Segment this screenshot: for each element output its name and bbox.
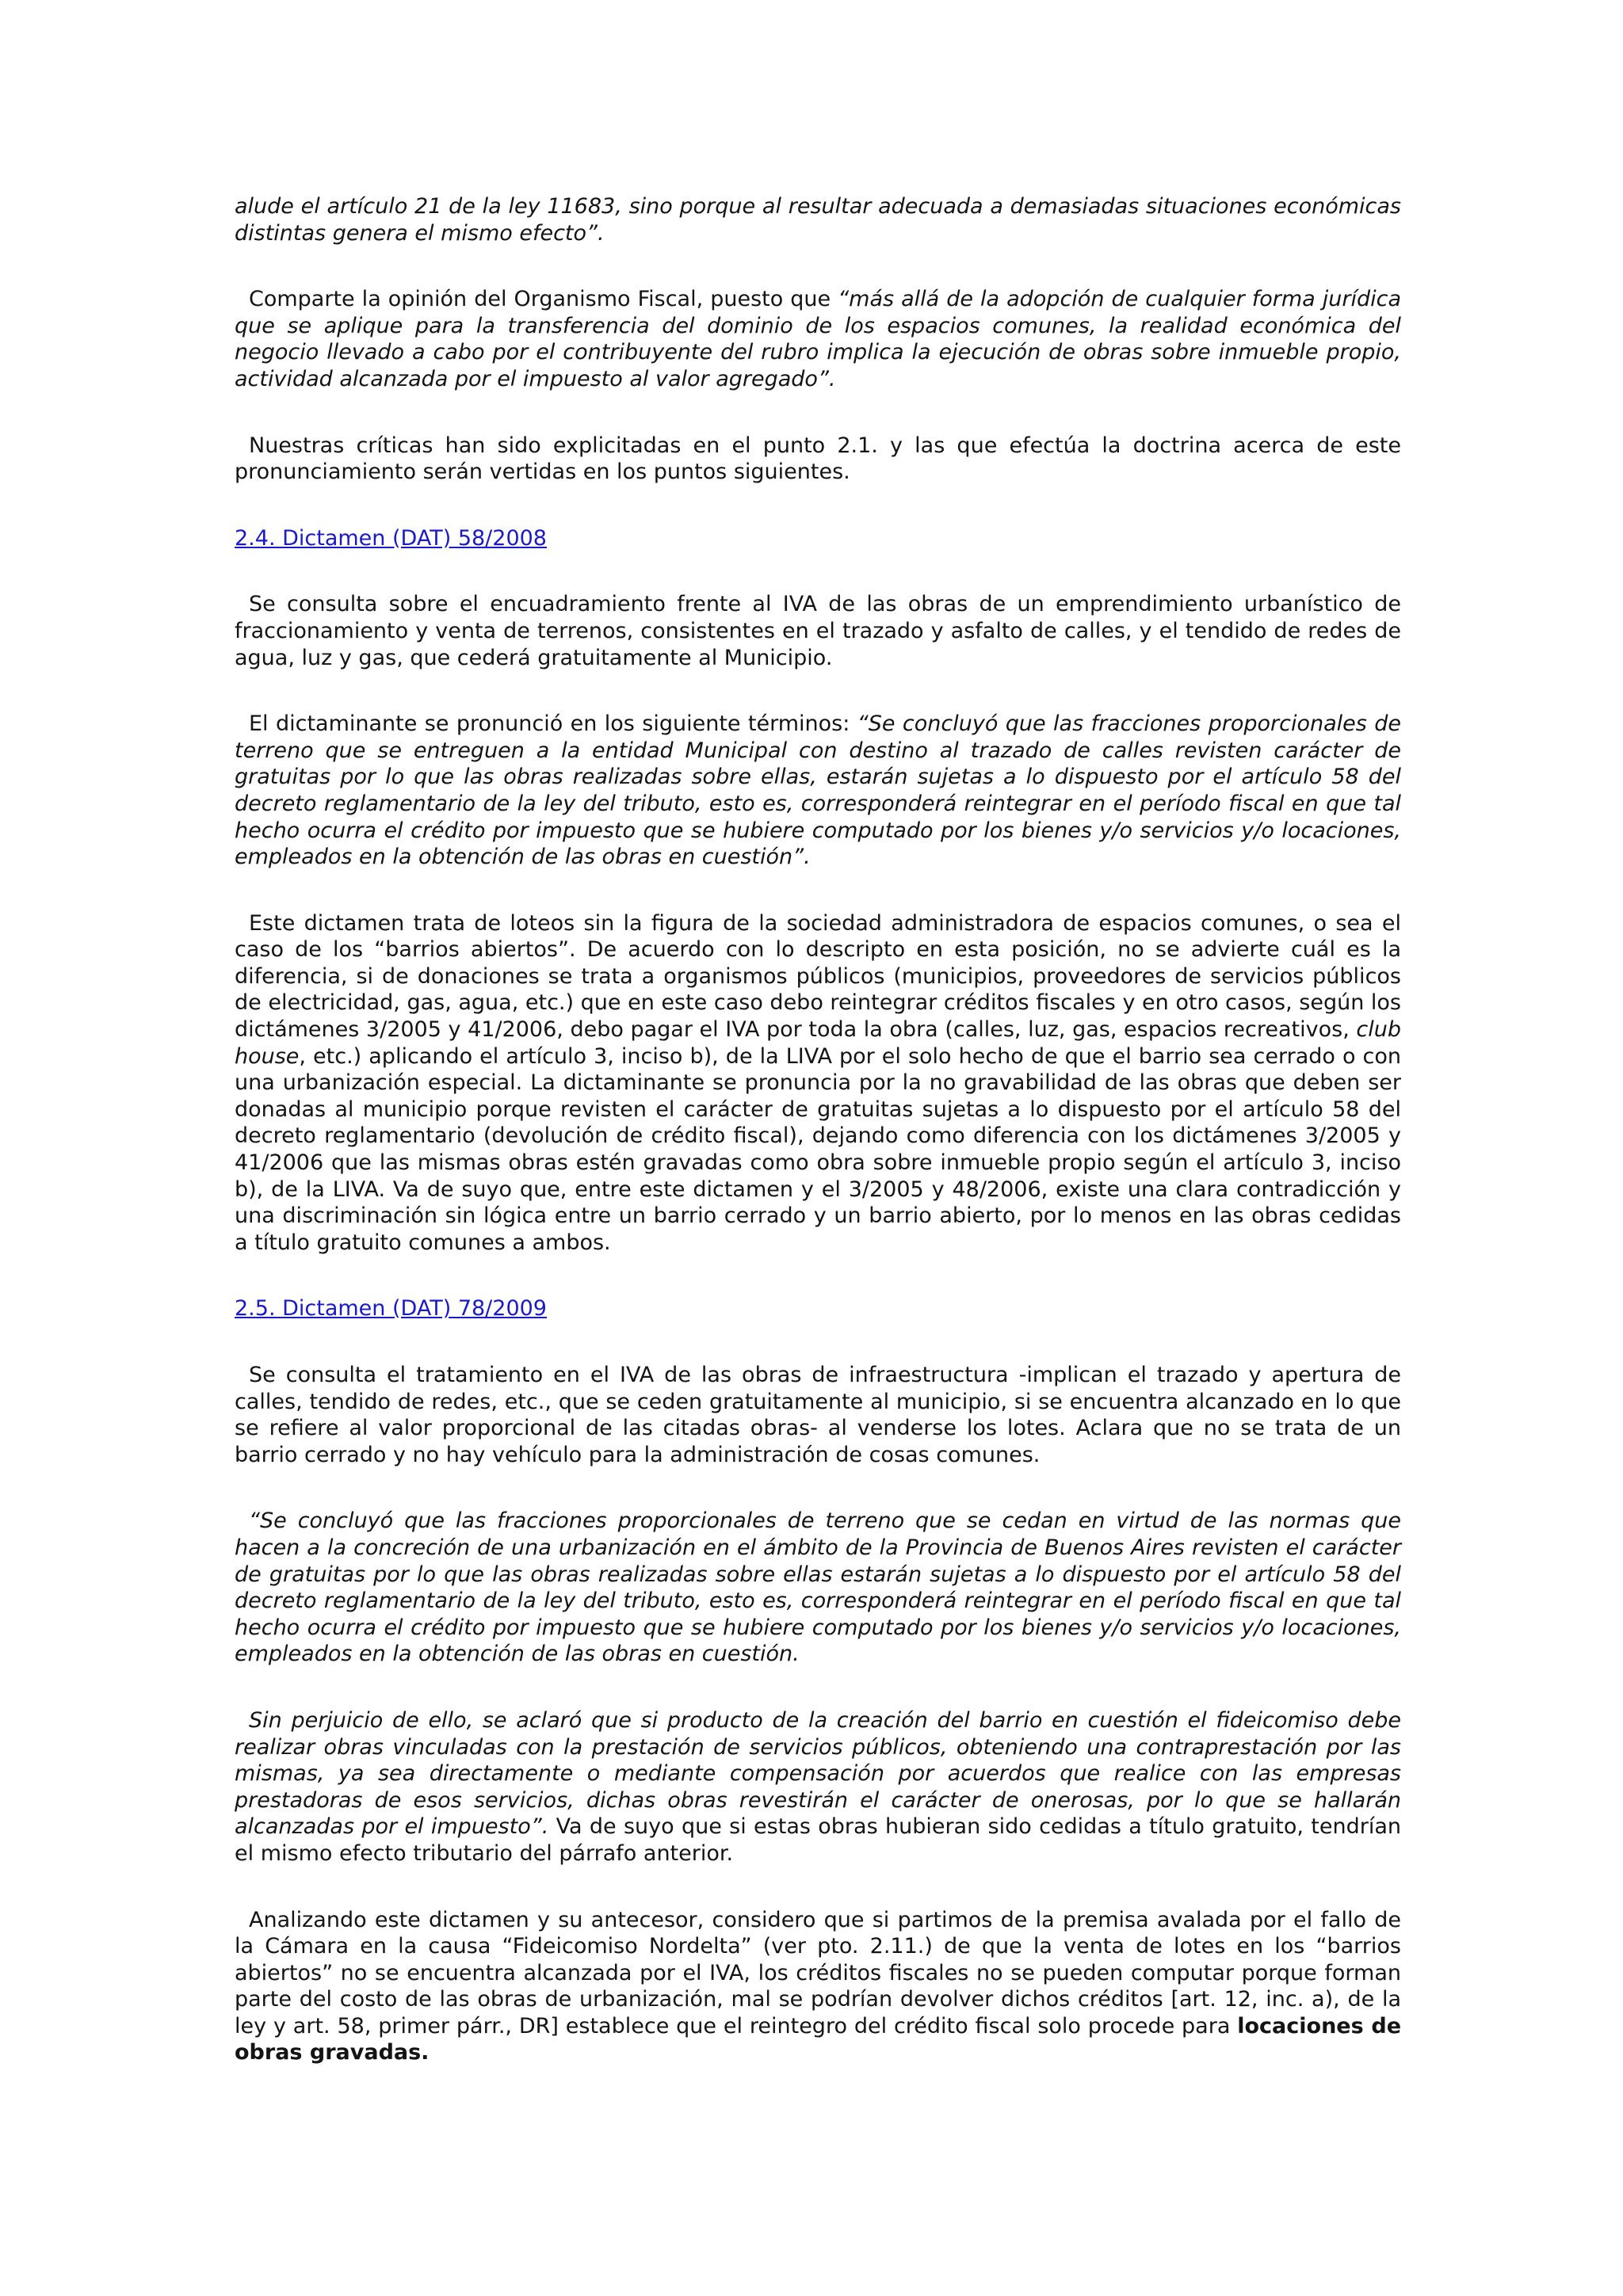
paragraph-text: Se consulta el tratamiento en el IVA de las obras de infraestructura -implican el trazado y apertura de calles, tendido de redes, etc., que se ceden gratuitamente al municipio, si se encuentra alcanzado en lo que se refiere al valor proporcional de las citadas obras- al venderse los lotes. Aclara que no se trata de un barrio cerrado y no hay vehículo para la administración de cosas comunes. <box>235 1363 1401 1467</box>
section-link-dictamen-78-2009[interactable]: 2.5. Dictamen (DAT) 78/2009 <box>235 1296 547 1322</box>
paragraph-text: Analizando este dictamen y su antecesor, considero que si partimos de la premisa avalada por el fallo de la Cámara en la causa “Fideicomiso Nordelta” (ver pto. 2.11.) de que la venta de lotes en los “barrios abiertos” no se encuentra alcanzada por el IVA, los créditos fiscales no se pueden computar porque forman parte del costo de las obras de urbanización, mal se podrían devolver dichos créditos [art. 12, inc. a), de la ley y art. 58, primer párr., DR] establece que el reintegro del crédito fiscal solo procede para <box>235 1907 1401 2039</box>
paragraph-consulta-tratamiento <box>235 1362 1401 1468</box>
quote-text: alude el artículo 21 de la ley 11683, sino porque al resultar adecuada a demasiadas situaciones económicas distintas genera el mismo efecto”. <box>235 194 1401 246</box>
bold-text: locaciones de obras gravadas. <box>235 2013 1402 2065</box>
document-body <box>235 193 1401 2106</box>
quote-text: “Se concluyó que las fracciones proporcionales de terreno que se cedan en virtud de las normas que hacen a la concreción de una urbanización en el ámbito de la Provincia de Buenos Aires revisten el carácter de gratuitas por lo que las obras realizadas sobre ellas estarán sujetas a lo dispuesto por el artículo 58 del decreto reglamentario de la ley del tributo, esto es, corresponderá reintegrar en el período fiscal en que tal hecho ocurra el crédito por impuesto que se hubiere computado por los bienes y/o servicios y/o locaciones, empleados en la obtención de las obras en cuestión. <box>235 1508 1401 1667</box>
paragraph-text: Este dictamen trata de loteos sin la figura de la sociedad administradora de espacios comunes, o sea el caso de los “barrios abiertos”. De acuerdo con lo descripto en esta posición, no se advierte cuál es la diferencia, si de donaciones se trata a organismos públicos (municipios, proveedores de servicios públicos de electricidad, gas, agua, etc.) que en este caso debo reintegrar créditos fiscales y en otro casos, según los dictámenes 3/2005 y 41/2006, debo pagar el IVA por toda la obra (calles, luz, gas, espacios recreativos, <box>235 910 1401 1043</box>
paragraph-loteos <box>235 910 1401 1257</box>
paragraph-dictaminante <box>235 711 1401 871</box>
paragraph-criticas <box>235 433 1401 486</box>
paragraph-consulta-encuadramiento <box>235 591 1401 671</box>
paragraph-text: Nuestras críticas han sido explicitadas en el punto 2.1. y las que efectúa la doctrina acerca de este pronunciamiento serán vertidas en los puntos siguientes. <box>235 433 1401 485</box>
paragraph-text: , etc.) aplicando el artículo 3, inciso b), de la LIVA por el solo hecho de que el barrio sea cerrado o con una urbanización especial. La dictaminante se pronuncia por la no gravabilidad de las obras que deben ser donadas al municipio porque revisten el carácter de gratuitas sujetas a lo dispuesto por el artículo 58 del decreto reglamentario (devolución de crédito fiscal), dejando como diferencia con los dictámenes 3/2005 y 41/2006 que las mismas obras estén gravadas como obra sobre inmueble propio según el artículo 3, inciso b), de la LIVA. Va de suyo que, entre este dictamen y el 3/2005 y 48/2006, existe una clara contradicción y una discriminación sin lógica entre un barrio cerrado y un barrio abierto, por lo menos en las obras cedidas a título gratuito comunes a ambos. <box>235 1043 1401 1255</box>
paragraph-sin-perjuicio <box>235 1707 1401 1867</box>
section-heading-2-4 <box>235 525 1401 552</box>
paragraph-conclusion-quote <box>235 1508 1401 1668</box>
emphasis-text: club house <box>235 1017 1401 1069</box>
paragraph-text: Se consulta sobre el encuadramiento frente al IVA de las obras de un emprendimiento urbanístico de fraccionamiento y venta de terrenos, consistentes en el trazado y asfalto de calles, y el tendido de redes de agua, luz y gas, que cederá gratuitamente al Municipio. <box>235 592 1401 670</box>
quote-text: Sin perjuicio de ello, se aclaró que si producto de la creación del barrio en cuestión el fideicomiso debe realizar obras vinculadas con la prestación de servicios públicos, obteniendo una contraprestación por las mismas, ya sea directamente o mediante compensación por acuerdos que realice con las empresas prestadoras de esos servicios, dichas obras revestirán el carácter de onerosas, por lo que se hallarán alcanzadas por el impuesto”. <box>235 1707 1401 1840</box>
quote-text: “más allá de la adopción de cualquier forma jurídica que se aplique para la transferencia del dominio de los espacios comunes, la realidad económica del negocio llevado a cabo por el contribuyente del rubro implica la ejecución de obras sobre inmueble propio, actividad alcanzada por el impuesto al valor agregado”. <box>235 287 1401 391</box>
section-heading-2-5 <box>235 1295 1401 1322</box>
quote-text: “Se concluyó que las fracciones proporcionales de terreno que se entreguen a la entidad Municipal con destino al trazado de calles revisten carácter de gratuitas por lo que las obras realizadas sobre ellas, estarán sujetas a lo dispuesto por el artículo 58 del decreto reglamentario de la ley del tributo, esto es, corresponderá reintegrar en el período fiscal en que tal hecho ocurra el crédito por impuesto que se hubiere computado por los bienes y/o servicios y/o locaciones, empleados en la obtención de las obras en cuestión”. <box>235 711 1401 870</box>
paragraph-quote-continuation <box>235 193 1401 246</box>
section-link-dictamen-58-2008[interactable]: 2.4. Dictamen (DAT) 58/2008 <box>235 525 547 551</box>
paragraph-organismo-fiscal <box>235 286 1401 392</box>
paragraph-analizando <box>235 1907 1401 2067</box>
paragraph-text: Va de suyo que si estas obras hubieran sido cedidas a título gratuito, tendrían el mismo efecto tributario del párrafo anterior. <box>235 1814 1401 1866</box>
paragraph-text: El dictaminante se pronunció en los siguiente términos: <box>249 711 857 737</box>
paragraph-text: Comparte la opinión del Organismo Fiscal, puesto que <box>249 287 838 312</box>
